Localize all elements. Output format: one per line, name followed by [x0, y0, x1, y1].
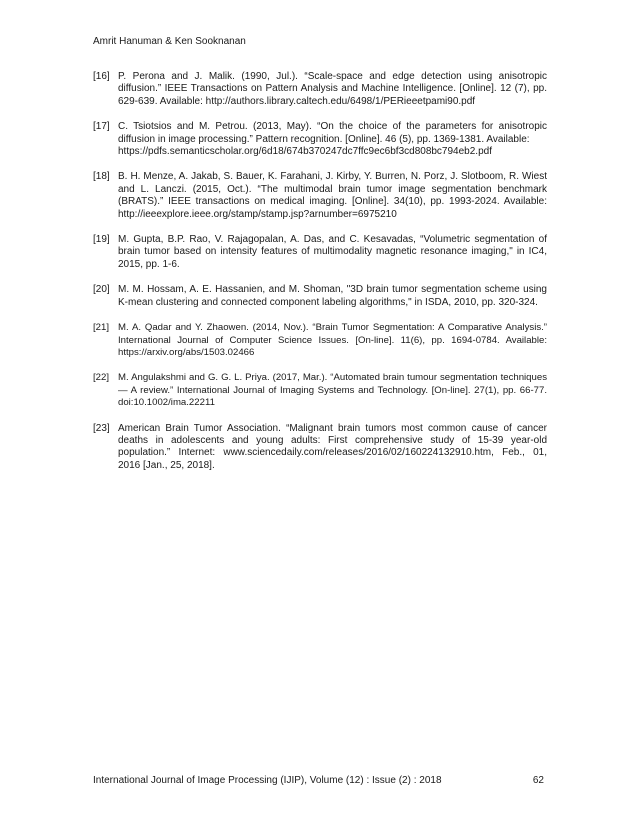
reference-19 — [93, 234, 547, 271]
reference-number: [22] — [93, 372, 110, 384]
reference-21 — [93, 322, 547, 359]
reference-22 — [93, 372, 547, 409]
reference-20 — [93, 284, 547, 309]
reference-number: [19] — [93, 234, 110, 246]
page-number: 62 — [532, 775, 544, 786]
reference-list — [93, 71, 547, 485]
reference-body — [118, 121, 547, 158]
reference-17 — [93, 121, 547, 158]
reference-text: American Brain Tumor Association. “Malignant brain tumors most common cause of cancer deaths in adolescents and young adults: First comprehensive study of 15-39 year-old population.” Internet: www.sciencedaily.com/releases/2016/02/160224132910.htm, Feb., 01, 2016 [Jan., 25, 2018]. — [118, 422, 547, 471]
reference-text: M. M. Hossam, A. E. Hassanien, and M. Shoman, "3D brain tumor segmentation scheme using K-mean clustering and connected component labeling algorithms," in ISDA, 2010, pp. 320-324. — [118, 284, 547, 308]
reference-text: C. Tsiotsios and M. Petrou. (2013, May). “On the choice of the parameters for anisotropic diffusion in image processing.” Pattern recognition. [Online]. 46 (5), pp. 1369-1381. Available: — [118, 121, 547, 145]
reference-url: https://pdfs.semanticscholar.org/6d18/674b370247dc7ffc9ec6bf3cd808bc794eb2.pdf — [118, 146, 492, 158]
reference-number: [17] — [93, 121, 110, 133]
reference-text: P. Perona and J. Malik. (1990, Jul.). “Scale-space and edge detection using anisotropic diffusion.” IEEE Transactions on Pattern Analysis and Machine Intelligence. [Online]. 12 (7), pp. 629-639. Available: http://authors.library.caltech.edu/6498/1/PERieeetpami90.pdf — [118, 71, 547, 107]
reference-text: M. A. Qadar and Y. Zhaowen. (2014, Nov.). “Brain Tumor Segmentation: A Comparative Analysis.” International Journal of Computer Science Issues. [On-line]. 11(6), pp. 1694-0784. Available: https://arxiv.org/abs/1503.02466 — [118, 322, 547, 358]
running-header-authors: Amrit Hanuman & Ken Sooknanan — [93, 36, 246, 47]
reference-18 — [93, 171, 547, 221]
reference-text: M. Angulakshmi and G. G. L. Priya. (2017, Mar.). “Automated brain tumour segmentation techniques— A review.” International Journal of Imaging Systems and Technology. [On-line]. 27(1), pp. 66-77. doi:10.1002/ima.22211 — [118, 372, 547, 409]
reference-16 — [93, 71, 547, 108]
page-footer — [93, 775, 544, 787]
reference-number: [21] — [93, 322, 110, 334]
footer-journal-info: International Journal of Image Processing (IJIP), Volume (12) : Issue (2) : 2018 — [93, 775, 442, 786]
reference-number: [20] — [93, 284, 110, 296]
reference-number: [16] — [93, 71, 110, 82]
reference-text: M. Gupta, B.P. Rao, V. Rajagopalan, A. Das, and C. Kesavadas, “Volumetric segmentation of brain tumor based on intensity features of multimodality magnetic resonance imaging," in IC4, 2015, pp. 1-6. — [118, 234, 547, 270]
reference-number: [18] — [93, 171, 110, 183]
reference-23 — [93, 423, 547, 473]
reference-text: B. H. Menze, A. Jakab, S. Bauer, K. Farahani, J. Kirby, Y. Burren, N. Porz, J. Slotboom, R. Wiest and L. Lanczi. (2015, Oct.). “The multimodal brain tumor image segmentation benchmark (BRATS).” IEEE transactions on medical imaging. [Online]. 34(10), pp. 1993-2024. Available: http://ieeexplore.ieee.org/stamp/stamp.jsp?arnumber=6975210 — [118, 171, 547, 220]
reference-number: [23] — [93, 422, 110, 434]
